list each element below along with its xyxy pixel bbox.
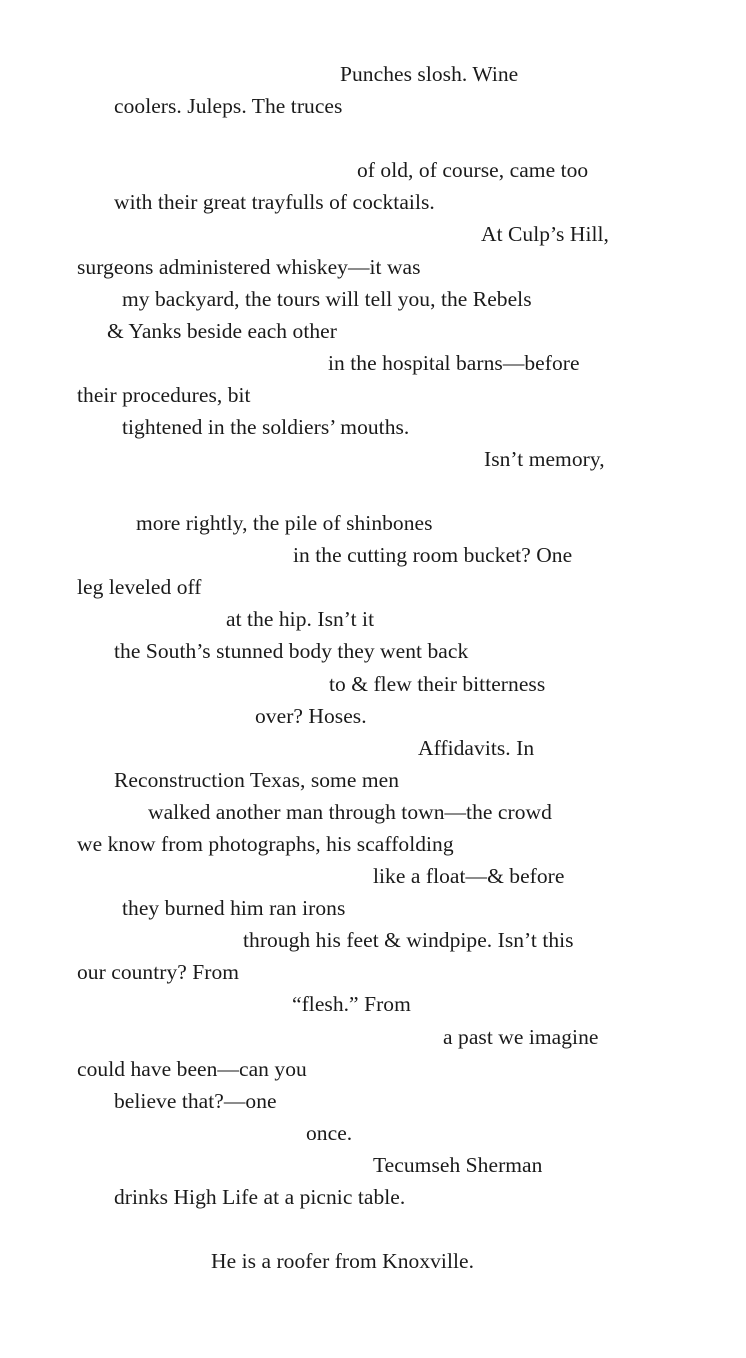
poem-line: over? Hoses.: [255, 704, 367, 728]
poem-line: Punches slosh. Wine: [340, 62, 519, 86]
poem-line: drinks High Life at a picnic table.: [114, 1185, 406, 1209]
poem-line: through his feet & windpipe. Isn’t this: [243, 928, 574, 952]
poem-line: Affidavits. In: [418, 736, 535, 760]
poem-line: & Yanks beside each other: [107, 319, 337, 343]
poem-line: At Culp’s Hill,: [481, 222, 609, 246]
poem-line: coolers. Juleps. The truces: [114, 94, 343, 118]
poem-line: like a float—& before: [373, 864, 565, 888]
poem-line: “flesh.” From: [292, 992, 411, 1016]
poem-line: walked another man through town—the crowd: [148, 800, 552, 824]
poem-line: a past we imagine: [443, 1025, 599, 1049]
poem-line: Reconstruction Texas, some men: [114, 768, 400, 792]
poem-line: leg leveled off: [77, 575, 202, 599]
poem-line: they burned him ran irons: [122, 896, 346, 920]
poem-line: with their great trayfulls of cocktails.: [114, 190, 435, 214]
poem-line: He is a roofer from Knoxville.: [211, 1249, 475, 1273]
poem-line: in the cutting room bucket? One: [293, 543, 573, 567]
poem-line: the South’s stunned body they went back: [114, 639, 469, 663]
poem-line: surgeons administered whiskey—it was: [77, 255, 421, 279]
poem-line: at the hip. Isn’t it: [226, 607, 375, 631]
poem-line: to & flew their bitterness: [329, 672, 546, 696]
poem-line: my backyard, the tours will tell you, the Rebels: [122, 287, 532, 311]
poem-line: in the hospital barns—before: [328, 351, 580, 375]
poem-line: of old, of course, came too: [357, 158, 589, 182]
poem-line: we know from photographs, his scaffolding: [77, 832, 454, 856]
poem-line: believe that?—one: [114, 1089, 277, 1113]
poem-line: our country? From: [77, 960, 240, 984]
poem-line: tightened in the soldiers’ mouths.: [122, 415, 410, 439]
poem-line: once.: [306, 1121, 353, 1145]
poem-line: their procedures, bit: [77, 383, 251, 407]
poem-line: Isn’t memory,: [484, 447, 605, 471]
poem-line: could have been—can you: [77, 1057, 307, 1081]
poem-line: Tecumseh Sherman: [373, 1153, 543, 1177]
poem-line: more rightly, the pile of shinbones: [136, 511, 433, 535]
